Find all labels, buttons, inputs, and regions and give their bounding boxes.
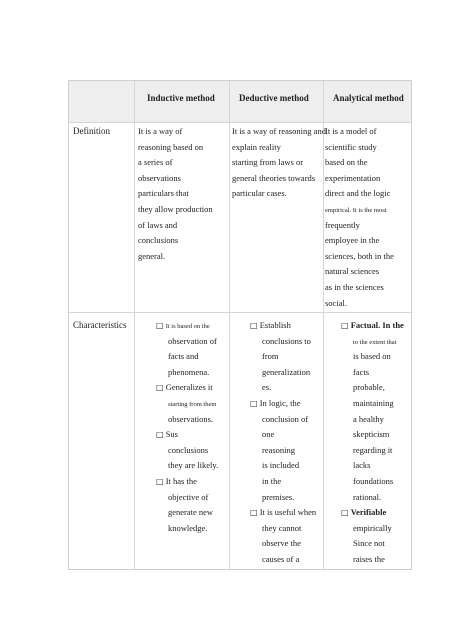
- cell-text: observe the: [262, 538, 301, 549]
- row-divider: [69, 312, 411, 313]
- characteristics-text-line: [353, 492, 381, 503]
- cell-text: objective of: [168, 491, 209, 502]
- cell-text: employee in the: [325, 235, 380, 246]
- cell-text: rational.: [353, 491, 382, 502]
- characteristics-text-line: [353, 460, 370, 471]
- characteristics-text-line: [341, 320, 404, 331]
- cell-text: reasoning based on: [138, 141, 204, 152]
- cell-text: is included: [262, 460, 300, 471]
- characteristics-text-line: [262, 538, 301, 549]
- bullet-box-icon: □: [156, 321, 164, 330]
- cell-text: Since not: [353, 538, 385, 549]
- cell-text: particular cases.: [232, 188, 287, 199]
- cell-text: social.: [325, 297, 347, 308]
- column-divider: [134, 81, 135, 569]
- cell-text: a series of: [138, 157, 173, 168]
- column-divider: [229, 81, 230, 569]
- characteristics-text-line: [341, 507, 386, 518]
- cell-text: frequently: [325, 219, 360, 230]
- cell-text: generalization: [262, 366, 311, 377]
- cell-text: causes of a: [262, 554, 300, 564]
- characteristics-text-line: [168, 398, 216, 410]
- characteristics-text-line: [262, 554, 299, 565]
- cell-text: general.: [138, 250, 166, 261]
- bullet-box-icon: □: [156, 477, 164, 486]
- definition-text-line: [325, 188, 390, 199]
- characteristics-text-line: [353, 445, 392, 456]
- characteristics-text-line: [262, 492, 294, 503]
- characteristics-text-line: [353, 523, 392, 534]
- definition-text-line: [138, 220, 177, 231]
- characteristics-text-line: [353, 382, 385, 393]
- cell-text: reasoning: [262, 444, 296, 455]
- column-divider: [323, 81, 324, 569]
- comparison-table: [68, 80, 412, 570]
- definition-text-line: [232, 142, 281, 153]
- cell-text: raises the: [353, 554, 385, 564]
- cell-text: direct and the logic: [325, 188, 391, 199]
- characteristics-text-line: [262, 476, 281, 487]
- cell-text: It is based on the: [165, 323, 210, 330]
- definition-text-line: [325, 235, 379, 246]
- definition-text-line: [138, 142, 203, 153]
- characteristics-text-line: [353, 398, 394, 409]
- cell-text: a healthy: [353, 413, 384, 424]
- bullet-box-icon: □: [250, 399, 258, 408]
- bullet-box-icon: □: [250, 508, 258, 518]
- definition-text-line: [325, 266, 379, 277]
- cell-text: It is a way of: [138, 126, 183, 136]
- cell-text: In logic, the: [259, 398, 301, 408]
- cell-text: one: [262, 429, 275, 440]
- characteristics-text-line: [168, 445, 208, 456]
- cell-text: maintaining: [353, 398, 394, 408]
- cell-text: Generalizes it: [165, 382, 213, 393]
- cell-text: general theories towards: [232, 172, 316, 183]
- cell-text: generate new: [168, 507, 214, 518]
- row-label-definition: Definition: [73, 126, 110, 136]
- definition-text-line: [138, 251, 165, 262]
- cell-text: Verifiable: [350, 507, 387, 518]
- cell-text: It has the: [165, 476, 197, 486]
- cell-text: es.: [262, 382, 272, 393]
- definition-text-line: [138, 126, 182, 137]
- cell-text: from: [262, 351, 279, 362]
- cell-text: is based on: [353, 351, 391, 362]
- characteristics-text-line: [168, 414, 213, 425]
- characteristics-text-line: [262, 445, 295, 456]
- characteristics-text-line: [262, 523, 301, 534]
- definition-text-line: [138, 188, 189, 199]
- bullet-box-icon: □: [156, 383, 164, 393]
- characteristics-text-line: [168, 351, 198, 362]
- characteristics-text-line: [168, 507, 213, 518]
- cell-text: skepticism: [353, 429, 390, 440]
- definition-text-line: [325, 126, 376, 137]
- cell-text: facts: [353, 366, 370, 377]
- definition-text-line: [232, 157, 303, 168]
- cell-text: they allow production: [138, 204, 213, 214]
- cell-text: observations.: [168, 413, 214, 424]
- cell-text: empirically: [353, 522, 392, 533]
- cell-text: as in the sciences: [325, 282, 384, 292]
- definition-text-line: [325, 282, 384, 293]
- cell-text: Establish: [259, 320, 291, 330]
- row-label-characteristics: Characteristics: [73, 320, 127, 330]
- characteristics-text-line: [168, 336, 217, 347]
- cell-text: conclusions: [168, 444, 209, 455]
- definition-text-line: [325, 204, 387, 216]
- cell-text: based on the: [325, 157, 368, 168]
- characteristics-text-line: [168, 367, 209, 378]
- characteristics-text-line: [353, 367, 369, 378]
- characteristics-text-line: [353, 476, 393, 487]
- cell-text: they cannot: [262, 522, 302, 533]
- characteristics-text-line: [168, 460, 218, 471]
- characteristics-text-line: [250, 320, 291, 331]
- bullet-box-icon: □: [341, 321, 349, 330]
- cell-text: probable,: [353, 382, 385, 393]
- characteristics-text-line: [262, 460, 299, 471]
- cell-text: facts and: [168, 351, 199, 362]
- definition-text-line: [138, 235, 178, 246]
- definition-text-line: [138, 173, 181, 184]
- cell-text: they are likely.: [168, 460, 219, 471]
- characteristics-text-line: [262, 429, 274, 440]
- cell-text: regarding it: [353, 444, 393, 455]
- bullet-box-icon: □: [250, 321, 258, 330]
- characteristics-text-line: [250, 507, 316, 518]
- definition-text-line: [232, 173, 315, 184]
- cell-text: sciences, both in the: [325, 250, 394, 261]
- characteristics-text-line: [262, 382, 271, 393]
- definition-text-line: [138, 157, 172, 168]
- cell-text: particulars that: [138, 188, 189, 199]
- cell-text: conclusion of: [262, 413, 309, 424]
- cell-text: observations: [138, 172, 181, 183]
- cell-text: experimentation: [325, 172, 381, 183]
- characteristics-text-line: [156, 476, 197, 487]
- cell-text: knowledge.: [168, 522, 208, 533]
- definition-text-line: [325, 220, 360, 231]
- definition-text-line: [325, 142, 377, 153]
- cell-text: conclusions to: [262, 335, 311, 346]
- cell-text: phenomena.: [168, 366, 210, 377]
- characteristics-text-line: [353, 336, 397, 348]
- cell-text: starting from them: [168, 401, 217, 408]
- definition-text-line: [232, 126, 326, 137]
- characteristics-text-line: [250, 398, 301, 409]
- characteristics-text-line: [353, 429, 389, 440]
- characteristics-text-line: [262, 367, 310, 378]
- characteristics-text-line: [168, 523, 207, 534]
- header-inductive: Inductive method: [147, 93, 215, 103]
- bullet-box-icon: □: [156, 430, 164, 440]
- definition-text-line: [232, 188, 287, 199]
- characteristics-text-line: [353, 414, 384, 425]
- header-deductive: Deductive method: [239, 93, 309, 103]
- bullet-box-icon: □: [341, 508, 349, 518]
- row-divider: [69, 122, 411, 123]
- cell-text: Sus: [165, 429, 178, 440]
- definition-text-line: [325, 251, 394, 262]
- characteristics-text-line: [353, 554, 385, 565]
- characteristics-text-line: [156, 429, 178, 440]
- characteristics-text-line: [262, 351, 279, 362]
- cell-text: observation of: [168, 335, 217, 346]
- cell-text: premises.: [262, 491, 295, 502]
- cell-text: natural sciences: [325, 266, 380, 277]
- characteristics-text-line: [262, 336, 311, 347]
- cell-text: scientific study: [325, 141, 377, 152]
- characteristics-text-line: [156, 320, 210, 332]
- characteristics-text-line: [262, 414, 308, 425]
- characteristics-text-line: [353, 538, 385, 549]
- cell-text: in the: [262, 476, 282, 486]
- cell-text: lacks: [353, 460, 371, 471]
- characteristics-text-line: [156, 382, 213, 393]
- cell-text: empirical. It is the most: [325, 207, 387, 214]
- definition-text-line: [325, 298, 347, 309]
- cell-text: foundations: [353, 476, 394, 486]
- cell-text: explain reality: [232, 141, 281, 152]
- cell-text: conclusions: [138, 235, 179, 246]
- cell-text: It is a model of: [325, 126, 377, 136]
- cell-text: starting from laws or: [232, 157, 304, 168]
- cell-text: of laws and: [138, 219, 178, 230]
- cell-text: It is useful when: [259, 507, 317, 518]
- cell-text: It is a way of reasoning and: [232, 126, 326, 136]
- cell-text: to the extent that: [353, 338, 397, 346]
- definition-text-line: [138, 204, 213, 215]
- characteristics-text-line: [353, 351, 391, 362]
- header-analytical: Analytical method: [333, 93, 404, 103]
- definition-text-line: [325, 157, 368, 168]
- cell-text: Factual. In the: [350, 320, 404, 330]
- characteristics-text-line: [168, 492, 208, 503]
- definition-text-line: [325, 173, 380, 184]
